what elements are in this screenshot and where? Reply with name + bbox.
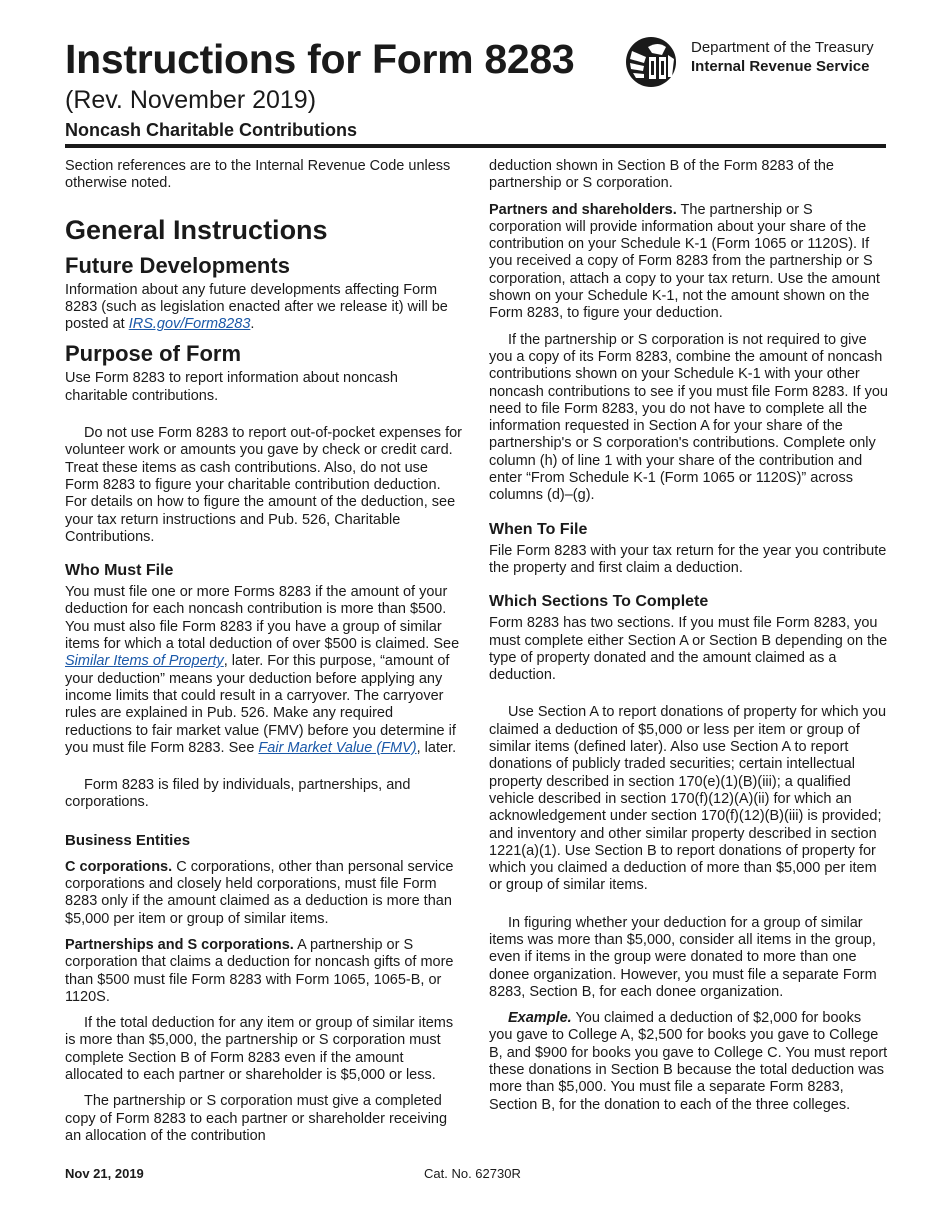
irs-eagle-logo-icon [622,33,684,89]
header-divider [65,144,886,148]
c-corporations-text [65,859,463,928]
partnerships-text [65,937,463,1006]
partners-shareholders-text [489,202,888,323]
page-title: Instructions for Form 8283 [65,36,575,82]
right-column [489,158,888,1114]
irs-form8283-link[interactable]: IRS.gov/Form8283 [128,316,251,333]
revision-date: (Rev. November 2019) [65,86,317,114]
footer-date: Nov 21, 2019 [65,1166,144,1181]
which-sections-text-3: In figuring whether your deduction for a group of similar items was more than $5,000, consider all items in the group, even if items in the group were donated to more than one donee organization. However, you must file a separate Form 8283, Section B, for each donee organization. [489,914,877,1000]
which-sections-text: Form 8283 has two sections. If you must file Form 8283, you must complete either Section A or Section B depending on the type of property donated and the amount claimed as a deduction. [489,615,888,684]
who-must-file-heading: Who Must File [65,562,174,580]
example-text [489,1010,888,1114]
agency-department: Department of the Treasury [691,39,874,56]
partnerships-text-3: The partnership or S corporation must give a completed copy of Form 8283 to each partner or shareholder receiving an allocation of the contribution [65,1093,448,1144]
partnerships-text-2: If the total deduction for any item or group of similar items is more than $5,000, the partnership or S corporation must complete Section B of Form 8283 even if the amount allocated to each partner or shareholder is $5,000 or less. [65,1015,454,1083]
who-text-a: You must file one or more Forms 8283 if the amount of your deduction for each noncash contribution is more than $500. You must also file Form 8283 if you have a group of similar items for which a total deduction of over $500 is claimed. See [65,584,460,653]
c-corporations-lead: C corporations. [65,858,173,875]
similar-items-link[interactable]: Similar Items of Property [65,653,224,670]
purpose-text-2: Do not use Form 8283 to report out-of-pocket expenses for volunteer work or amounts you gave by check or credit card. Treat these items as cash contributions. Also, do not use Form 8283 to figure your charitable contribution deduction. For details on how to figure the amount of the deduction, see your tax return instructions and Pub. 526, Charitable Contributions. [65,425,463,545]
left-column [65,158,463,1145]
when-to-file-heading: When To File [489,520,588,538]
c-corporations-body: C corporations, other than personal service corporations and closely held corporations, must file Form 8283 only if the amount claimed as a deduction is more than $5,000 per item or group of similar items. [65,858,454,927]
future-text: Information about any future developments affecting Form 8283 (such as legislation enacted after we release it) will be posted at [65,281,448,333]
future-developments-text [65,282,463,334]
example-body: You claimed a deduction of $2,000 for books you gave to College A, $2,500 for books you gave to College B, and $900 for books you gave to College C. You must report these donations in Section B because the total deduction was more than $5,000. You must file a separate Form 8283, Section B, for the donation to each of the three colleges. [489,1010,888,1113]
form-subtitle: Noncash Charitable Contributions [65,120,358,140]
agency-irs: Internal Revenue Service [691,58,870,75]
partnerships-body: A partnership or S corporation that claims a deduction for noncash gifts of more than $500 must file Form 8283 with Form 1065, 1065-B, or 1120S. [65,936,454,1005]
which-sections-heading: Which Sections To Complete [489,593,709,611]
who-text-b: , later. For this purpose, “amount of your deduction” means your deduction before applying any income limits that could result in a carryover. The carryover rules are explained in Pub. 526. Make any required reductions to fair market value (FMV) before you determine if you must file Form 8283. See [65,653,456,756]
agency-name [691,38,874,76]
who-must-file-text [65,584,463,757]
who-must-file-text-2: Form 8283 is filed by individuals, partnerships, and corporations. [65,777,411,811]
who-text-c: , later. [416,739,457,756]
partnerships-lead: Partnerships and S corporations. [65,936,294,953]
future-end: . [250,316,255,333]
continued-text: deduction shown in Section B of the Form 8283 of the partnership or S corporation. [489,158,834,192]
business-entities-heading: Business Entities [65,831,191,849]
partners-body: The partnership or S corporation will provide information about your share of the contribution on your Schedule K-1 (Form 1065 or 1120S). If you received a copy of Form 8283 from the partnership or S corporation, attach a copy to your tax return. Use the amount shown on your Schedule K-1, not the amount shown on the Form 8283, to figure your deduction. [489,201,880,322]
fair-market-value-link[interactable]: Fair Market Value (FMV) [258,739,417,756]
purpose-text: Use Form 8283 to report information about noncash charitable contributions. [65,370,398,404]
example-lead: Example. [508,1010,572,1027]
partners-lead: Partners and shareholders. [489,201,677,218]
purpose-heading: Purpose of Form [65,341,242,367]
future-developments-heading: Future Developments [65,252,290,278]
intro-text: Section references are to the Internal Revenue Code unless otherwise noted. [65,158,451,192]
when-to-file-text: File Form 8283 with your tax return for the year you contribute the property and first claim a deduction. [489,542,887,576]
footer-catalog-number: Cat. No. 62730R [424,1166,521,1181]
general-instructions-heading: General Instructions [65,214,328,245]
partners-shareholders-text-2: If the partnership or S corporation is not required to give you a copy of its Form 8283, combine the amount of noncash contributions shown on your Schedule K-1 with your other noncash contributions to see if you must file Form 8283. If you need to file Form 8283, you do not have to complete all the information requested in Section A for your share of the partnership's or S corporation's contributions. Complete only column (h) of line 1 with your share of the contribution and enter “From Schedule K-1 (Form 1065 or 1120S)” across columns (d)–(g). [489,331,888,504]
which-sections-text-2: Use Section A to report donations of property for which you claimed a deduction of $5,000 or less per item or group of similar items (defined later). Also use Section A to report donations of publicly traded securities; certain intellectual property described in section 170(e)(1)(B)(iii); a qualified vehicle described in section 170(f)(12)(A)(ii) for which an acknowledgement under section 170(f)(12)(B)(iii) is provided; and inventory and other similar property described in section 1221(a)(1). Use Section B to report donations of property for which you claimed a deduction of more than $5,000 per item or group of similar items. [489,704,887,894]
